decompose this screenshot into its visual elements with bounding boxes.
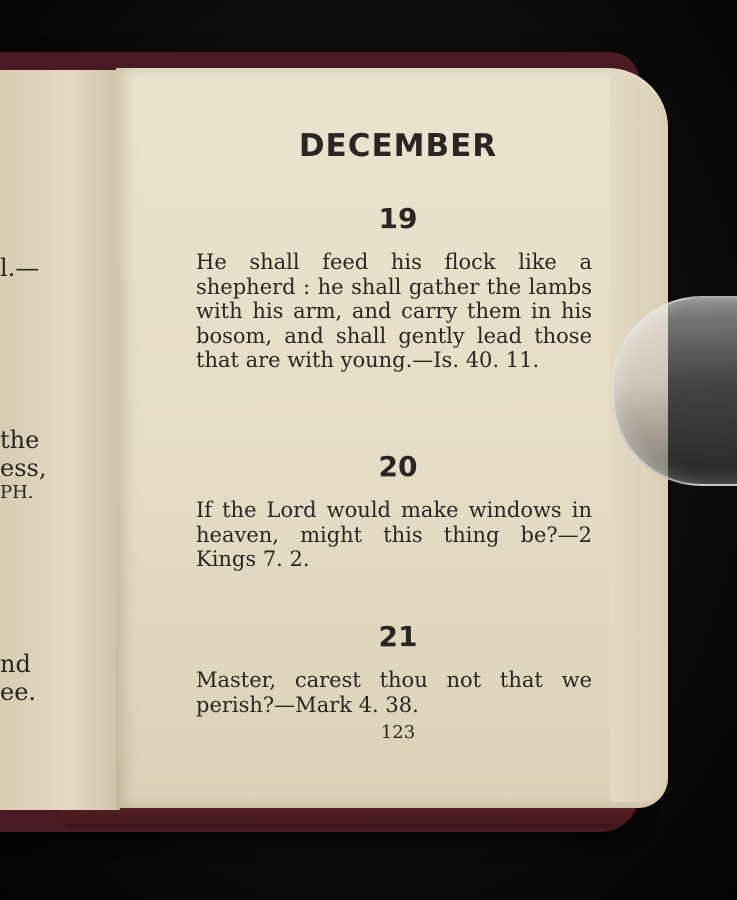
day-number-21: 21 [378, 620, 418, 653]
day-number-20: 20 [378, 450, 418, 483]
left-page-fragment: PH. [0, 482, 34, 503]
verse-day-21: Master, carest thou not that we perish?—Mark 4. 38. [196, 668, 592, 717]
page-number: 123 [380, 722, 416, 743]
left-page-fragment: ess, [0, 454, 47, 482]
left-page-fragment: l.— [0, 254, 40, 282]
verse-day-20: If the Lord would make windows in heaven, might this thing be?—2 Kings 7. 2. [196, 498, 592, 571]
left-page-fragment: nd [0, 650, 31, 678]
left-page-fragment: the [0, 426, 40, 454]
page-title-month: DECEMBER [298, 128, 498, 164]
verse-day-19: He shall feed his flock like a shepherd : he shall gather the lambs with his arm, and carry them in his bosom, and shall gently lead those that are with young.—Is. 40. 11. [196, 250, 592, 372]
left-page-fragment: ee. [0, 678, 37, 706]
left-page [0, 70, 120, 810]
day-number-19: 19 [378, 202, 418, 235]
